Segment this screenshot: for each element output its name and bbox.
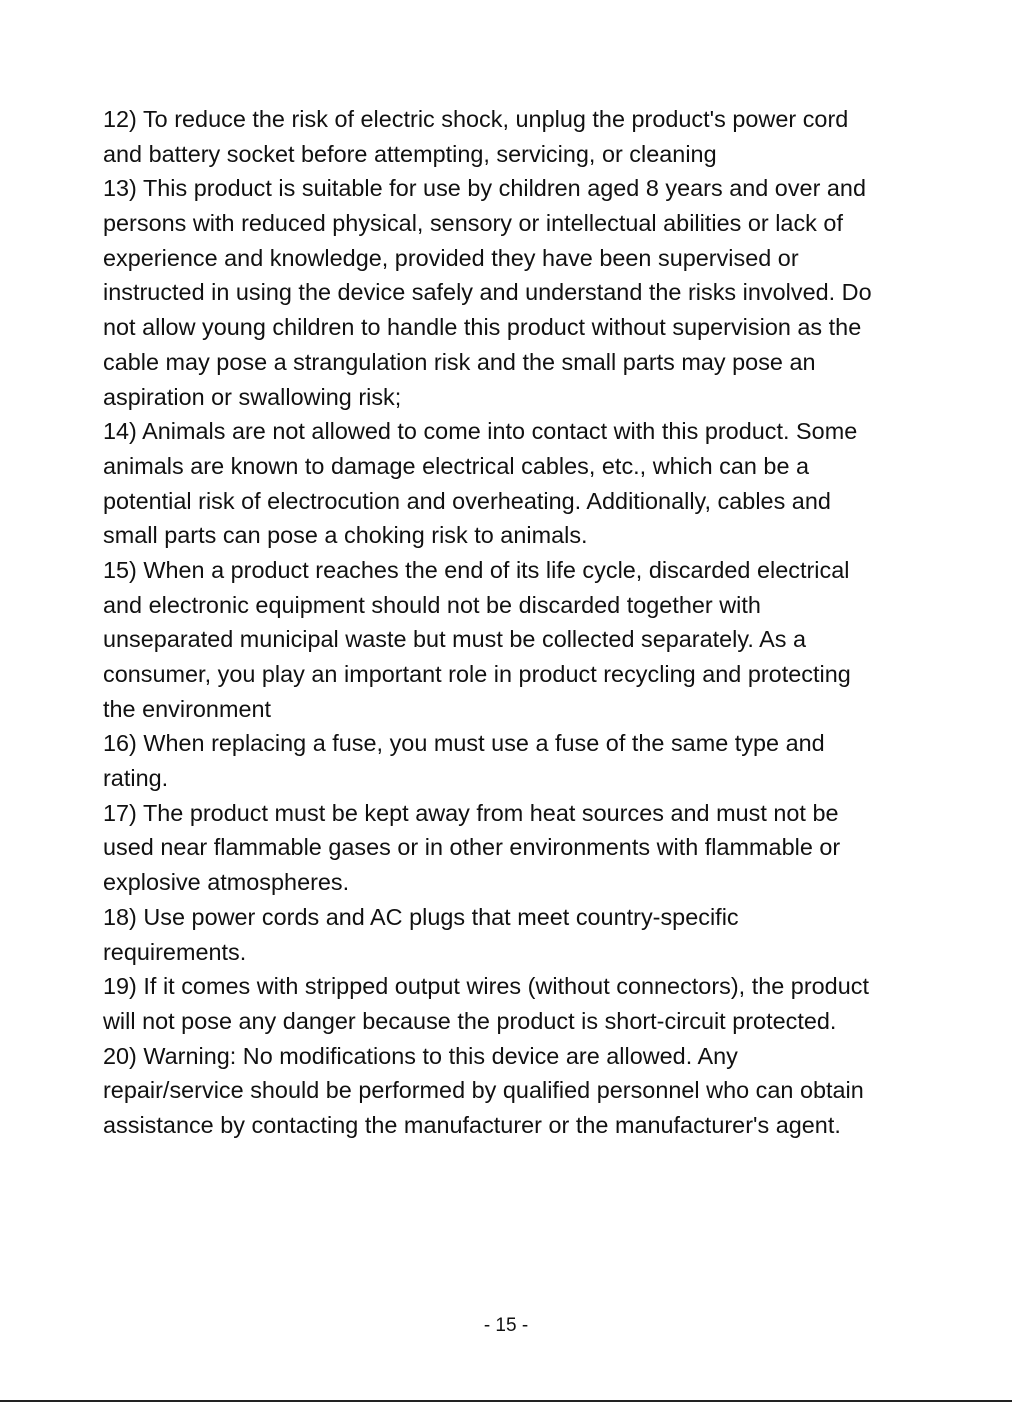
text-line: animals are known to damage electrical cables, etc., which can be a [103,452,810,479]
text-line: 19) If it comes with stripped output wires (without connectors), the product [103,973,869,1000]
text-line: unseparated municipal waste but must be collected separately. As a [103,626,807,653]
text-line: instructed in using the device safely and understand the risks involved. Do [103,279,872,306]
text-line: consumer, you play an important role in product recycling and protecting [103,661,851,687]
bottom-divider [0,1400,1012,1402]
text-line: cable may pose a strangulation risk and the small parts may pose an [103,348,816,375]
text-line: aspiration or swallowing risk; [103,383,402,410]
text-line: 16) When replacing a fuse, you must use a fuse of the same type and [103,730,825,757]
text-line: and electronic equipment should not be discarded together with [103,591,761,618]
safety-instructions-text [103,102,913,1143]
text-line: not allow young children to handle this product without supervision as the [103,314,862,341]
text-line: 20) Warning: No modifications to this device are allowed. Any [103,1042,738,1069]
text-line: repair/service should be performed by qualified personnel who can obtain [103,1077,864,1104]
text-line: 18) Use power cords and AC plugs that meet country-specific [103,903,739,930]
text-line: explosive atmospheres. [103,869,350,896]
text-line: will not pose any danger because the product is short-circuit protected. [103,1007,837,1034]
text-line: assistance by contacting the manufacturer or the manufacturer's agent. [103,1111,841,1138]
text-line: 14) Animals are not allowed to come into contact with this product. Some [103,418,858,445]
page-number: - 15 - [483,1315,529,1336]
text-line: and battery socket before attempting, servicing, or cleaning [103,140,717,167]
text-line: the environment [103,695,272,722]
text-line: 12) To reduce the risk of electric shock, unplug the product's power cord [103,106,849,132]
text-line: 13) This product is suitable for use by children aged 8 years and over and [103,175,866,202]
text-line: requirements. [103,938,247,965]
text-line: used near flammable gases or in other environments with flammable or [103,834,841,861]
text-line: potential risk of electrocution and overheating. Additionally, cables and [103,487,831,514]
text-line: experience and knowledge, provided they have been supervised or [103,244,799,271]
text-line: 15) When a product reaches the end of its life cycle, discarded electrical [103,556,850,583]
text-line: 17) The product must be kept away from heat sources and must not be [103,799,839,826]
text-line: persons with reduced physical, sensory or intellectual abilities or lack of [103,210,843,237]
text-line: rating. [103,765,169,792]
text-line: small parts can pose a choking risk to animals. [103,522,588,549]
